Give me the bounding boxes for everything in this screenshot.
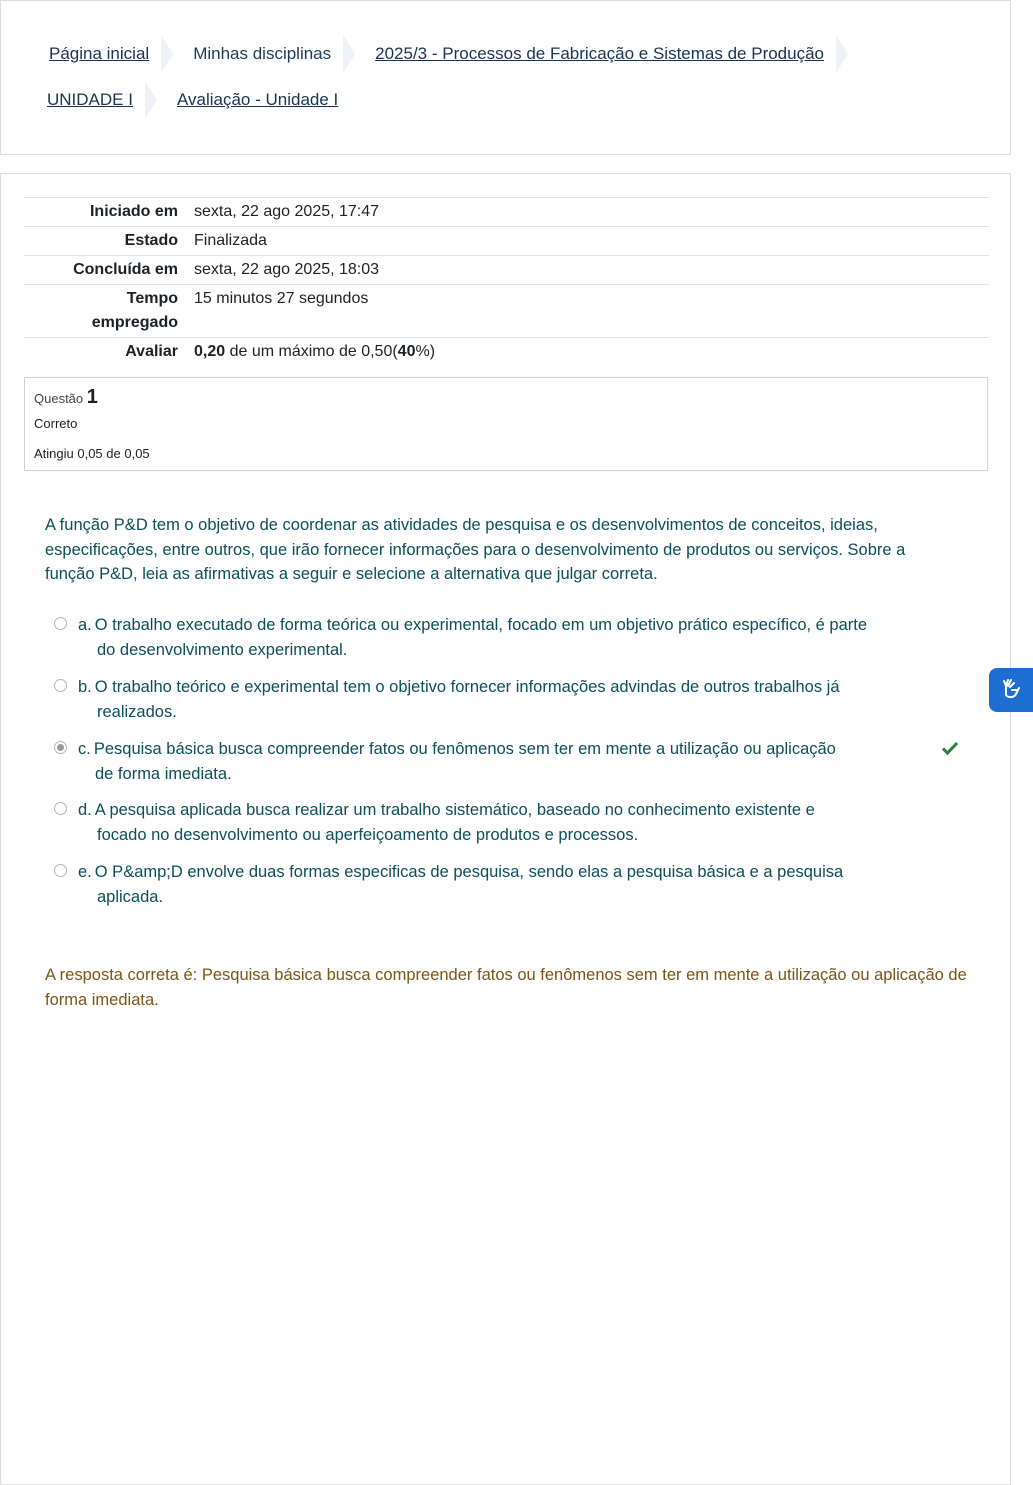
radio-option-a[interactable] — [54, 617, 67, 630]
grade-percent: 40 — [397, 343, 416, 360]
option-text-line2: focado no desenvolvimento ou aperfeiçoamento de produtos e processos. — [97, 825, 639, 844]
completed-label: Concluída em — [24, 256, 194, 285]
question-label: Questão — [34, 391, 84, 406]
option-letter: b. — [78, 678, 92, 696]
grade-max: de um máximo de 0,50( — [229, 343, 398, 360]
time-value: 15 minutos 27 segundos — [194, 285, 989, 338]
breadcrumb-second-row — [47, 79, 338, 121]
breadcrumb-my-courses: Minhas disciplinas — [193, 44, 332, 63]
state-value: Finalizada — [194, 227, 989, 256]
sign-language-icon — [998, 675, 1024, 706]
option-letter: d. — [78, 801, 92, 819]
breadcrumb-separator — [145, 81, 157, 119]
option-text-line2: do desenvolvimento experimental. — [97, 640, 348, 659]
check-icon — [942, 737, 958, 762]
question-number-value: 1 — [86, 386, 98, 408]
breadcrumb-separator — [836, 35, 848, 73]
option-c-label — [78, 737, 958, 786]
option-text-line1: O trabalho executado de forma teórica ou experimental, focado em um objetivo prático específico, é parte — [94, 616, 868, 634]
question-number — [34, 386, 98, 409]
option-text-line1: Pesquisa básica busca compreender fatos ou fenômenos sem ter em mente a utilização ou aplicação — [93, 740, 836, 758]
time-label-line2: empregado — [91, 314, 178, 331]
quiz-review-card — [0, 173, 1011, 1485]
time-label-line1: Tempo — [126, 290, 178, 307]
question-info-box — [24, 377, 988, 471]
question-text: A função P&D tem o objetivo de coordenar as atividades de pesquisa e os desenvolvimentos de conceitos, ideias, especificações, entre outros, que irão fornecer informações para o desenvolvimento de produtos ou serviços. Sobre a função P&D, leia as afirmativas a seguir e selecione a alternativa que julgar correta. — [45, 516, 906, 583]
summary-row-time — [24, 285, 989, 338]
breadcrumb-quiz-link[interactable]: Avaliação - Unidade I — [176, 90, 339, 109]
sign-language-button[interactable] — [989, 668, 1033, 712]
option-text-line2: de forma imediata. — [95, 764, 232, 783]
summary-row-started — [24, 198, 989, 227]
grade-percent-suffix: %) — [415, 343, 436, 360]
option-letter: c. — [78, 740, 91, 758]
option-b-label — [78, 675, 958, 724]
option-text-line1: O P&amp;D envolve duas formas especificas de pesquisa, sendo elas a pesquisa básica e a pesquisa — [94, 863, 844, 881]
grade-label: Avaliar — [24, 338, 194, 367]
option-d-label — [78, 798, 958, 847]
correct-answer-feedback: A resposta correta é: Pesquisa básica busca compreender fatos ou fenômenos sem ter em mente a utilização ou aplicação de forma imediata. — [45, 966, 967, 1009]
option-text-line2: aplicada. — [97, 887, 164, 906]
option-letter: a. — [78, 616, 92, 634]
radio-option-c[interactable] — [54, 741, 67, 754]
question-state: Correto — [34, 416, 78, 431]
summary-row-grade — [24, 338, 989, 367]
radio-option-d[interactable] — [54, 802, 67, 815]
breadcrumb-course-link[interactable]: 2025/3 - Processos de Fabricação e Sistemas de Produção — [375, 44, 824, 63]
summary-row-state — [24, 227, 989, 256]
summary-row-completed — [24, 256, 989, 285]
option-a-label — [78, 613, 958, 662]
started-value: sexta, 22 ago 2025, 17:47 — [194, 198, 989, 227]
grade-value — [194, 338, 989, 367]
completed-value: sexta, 22 ago 2025, 18:03 — [194, 256, 989, 285]
time-label — [24, 285, 194, 338]
option-text-line2: realizados. — [97, 702, 177, 721]
radio-option-b[interactable] — [54, 679, 67, 692]
radio-option-e[interactable] — [54, 864, 67, 877]
attempt-summary-table — [24, 197, 989, 366]
option-text-line1: O trabalho teórico e experimental tem o objetivo fornecer informações advindas de outros trabalhos já — [94, 678, 840, 696]
grade-score: 0,20 — [194, 343, 226, 360]
option-text-line1: A pesquisa aplicada busca realizar um trabalho sistemático, baseado no conhecimento existente e — [94, 801, 815, 819]
breadcrumb-unit-link[interactable]: UNIDADE I — [47, 90, 133, 109]
breadcrumb-separator — [161, 35, 173, 73]
option-e-label — [78, 860, 958, 909]
breadcrumb-home-link[interactable]: Página inicial — [49, 44, 150, 63]
question-mark: Atingiu 0,05 de 0,05 — [34, 446, 150, 461]
breadcrumb — [49, 31, 848, 77]
breadcrumb-separator — [343, 35, 355, 73]
breadcrumb-card — [0, 0, 1011, 155]
started-label: Iniciado em — [24, 198, 194, 227]
state-label: Estado — [24, 227, 194, 256]
option-letter: e. — [78, 863, 92, 881]
